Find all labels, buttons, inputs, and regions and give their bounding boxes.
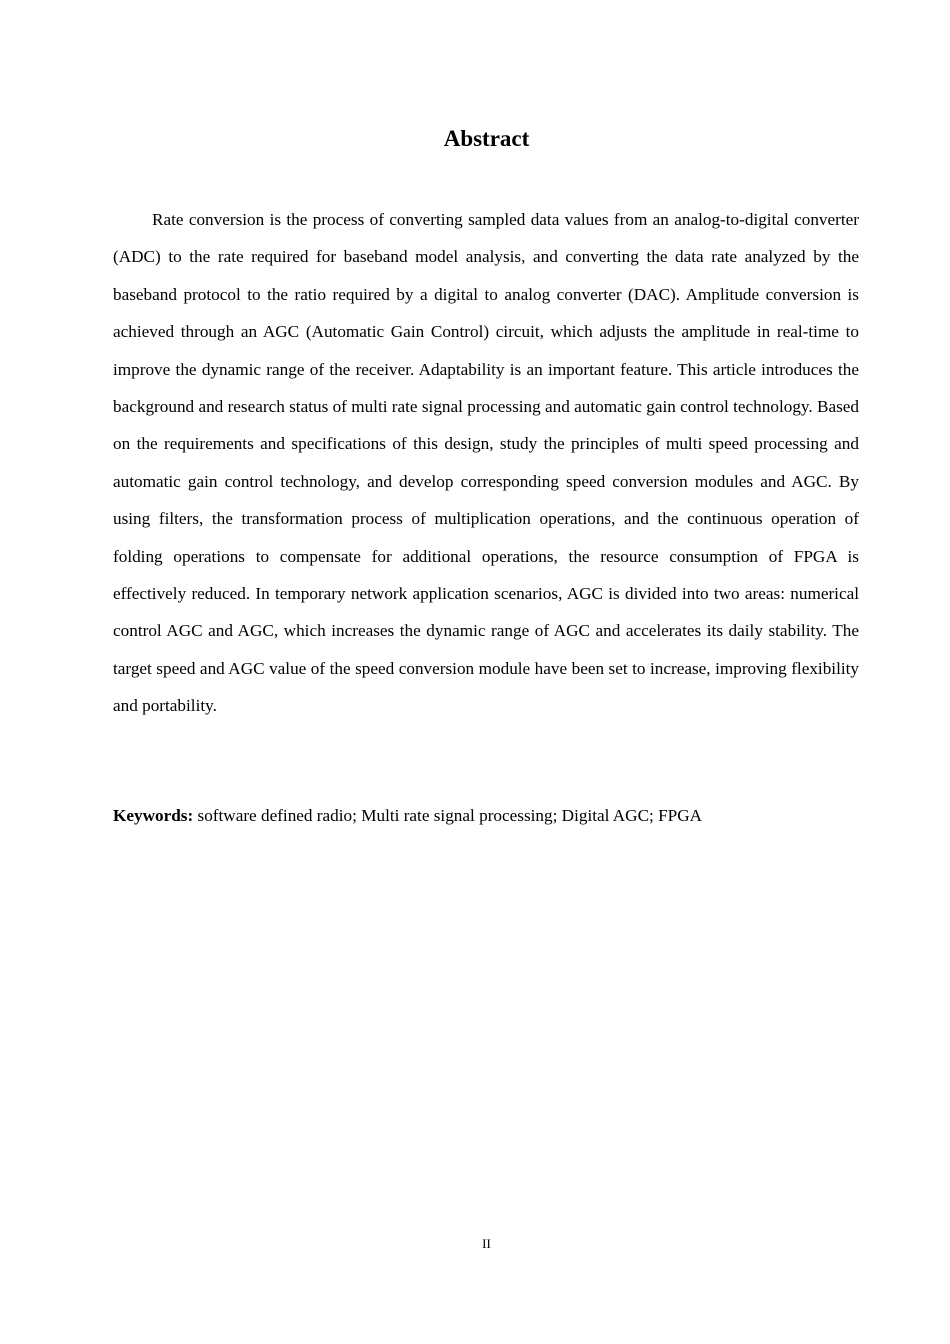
page-number: II [482, 1236, 491, 1251]
abstract-paragraph: Rate conversion is the process of converting sampled data values from an analog-to-digital converter (ADC) to the rate required for baseband model analysis, and converting the data rate analyzed by the baseband protocol to the ratio required by a digital to analog converter (DAC). Amplitude conversion is achieved through an AGC (Automatic Gain Control) circuit, which adjusts the amplitude in real-time to improve the dynamic range of the receiver. Adaptability is an important feature. This article introduces the background and research status of multi rate signal processing and automatic gain control technology. Based on the requirements and specifications of this design, study the principles of multi speed processing and automatic gain control technology, and develop corresponding speed conversion modules and AGC. By using filters, the transformation process of multiplication operations, and the continuous operation of folding operations to compensate for additional operations, the resource consumption of FPGA is effectively reduced. In temporary network application scenarios, AGC is divided into two areas: numerical control AGC and AGC, which increases the dynamic range of AGC and accelerates its daily stability. The target speed and AGC value of the speed conversion module have been set to increase, improving flexibility and portability. [113, 210, 859, 716]
keywords-label: Keywords: [113, 806, 194, 825]
page-title: Abstract [443, 126, 530, 151]
keywords-line [113, 800, 859, 832]
keywords-list: software defined radio; Multi rate signal processing; Digital AGC; FPGA [193, 806, 703, 825]
